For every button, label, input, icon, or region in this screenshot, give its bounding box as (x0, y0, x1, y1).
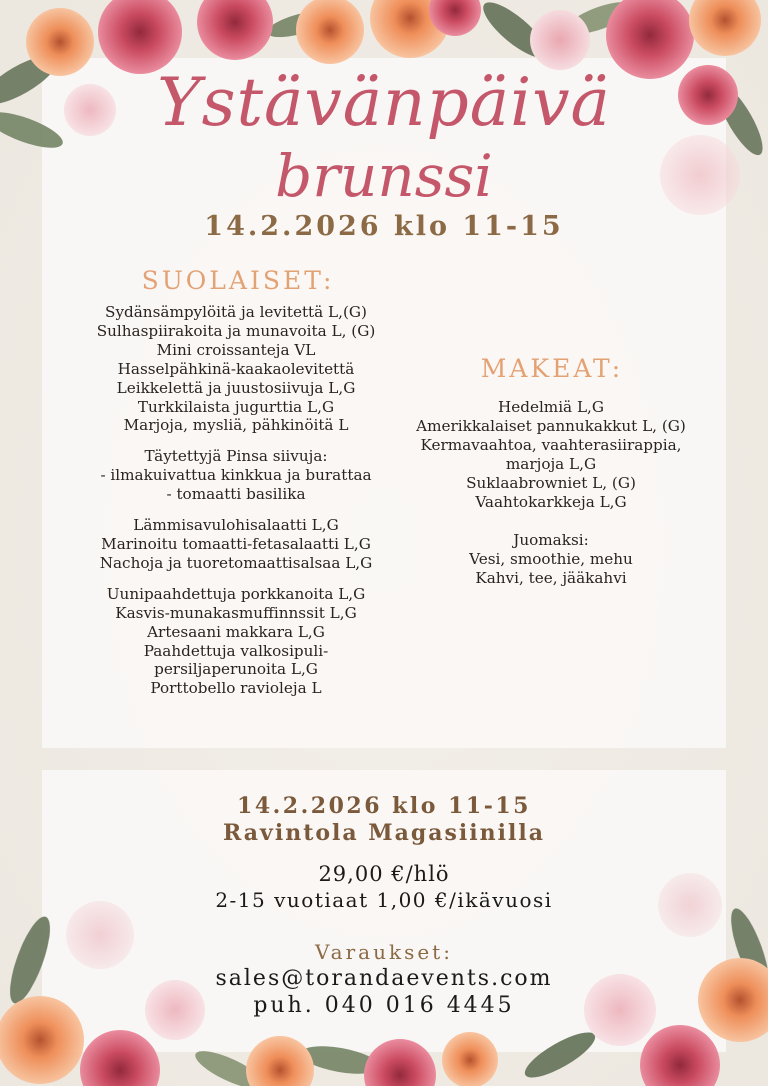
menu-item: Leikkelettä ja juustosiivuja L,G (116, 378, 356, 397)
menu-item: - ilmakuivattua kinkkua ja burattaa (100, 466, 372, 485)
menu-item: Turkkilaista jugurttia L,G (137, 397, 335, 416)
menu-item: Artesaani makkara L,G (147, 622, 325, 641)
menu-item: Sydänsämpylöitä ja levitettä L,(G) (105, 303, 367, 321)
menu-item: Vesi, smoothie, mehu (469, 550, 633, 569)
reservations-heading: Varaukset: (315, 940, 453, 964)
menu-item: Nachoja ja tuoretomaattisalsaa L,G (99, 553, 373, 572)
savory-heading: SUOLAISET: (141, 266, 335, 295)
menu-item: Suklaabrowniet L, (G) (466, 473, 636, 492)
menu-item: marjoja L,G (505, 454, 597, 473)
drinks-heading: Juomaksi: (513, 531, 589, 550)
menu-item: Amerikkalaiset pannukakkut L, (G) (416, 416, 686, 435)
menu-item: Hedelmiä L,G (498, 398, 604, 416)
event-date: 14.2.2026 klo 11-15 (204, 211, 564, 242)
venue: Ravintola Magasiinilla (223, 820, 545, 846)
title-line-1: Ystävänpäivä (157, 64, 611, 141)
email-address: sales@torandaevents.com (215, 966, 553, 991)
adult-price: 29,00 €/hlö (318, 862, 450, 886)
menu-item: Täytettyjä Pinsa siivuja: (144, 447, 328, 466)
menu-item: Uunipaahdettuja porkkanoita L,G (106, 584, 366, 603)
menu-item: Marinoitu tomaatti-fetasalaatti L,G (101, 534, 371, 553)
savory-group-pinsa (50, 447, 422, 504)
child-price: 2-15 vuotiaat 1,00 €/ikävuosi (215, 888, 553, 912)
menu-item: Hasselpähkinä-kaakaolevitettä (117, 359, 355, 378)
phone-number: puh. 040 016 4445 (253, 993, 515, 1018)
menu-item: Paahdettuja valkosipuli- (143, 641, 329, 660)
title-line-2: brunssi (275, 142, 493, 210)
savory-group-breakfast (50, 303, 422, 435)
savory-group-salads (50, 516, 422, 573)
savory-group-warm (50, 585, 422, 698)
menu-item: Marjoja, mysliä, pähkinöitä L (123, 416, 349, 435)
menu-item: - tomaatti basilika (166, 485, 306, 504)
sweet-menu (380, 398, 722, 588)
menu-item: Porttobello ravioleja L (150, 679, 322, 698)
footer-date: 14.2.2026 klo 11-15 (237, 793, 531, 819)
drinks (380, 531, 722, 588)
menu-item: persiljaperunoita L,G (154, 660, 318, 679)
menu-item: Sulhaspiirakoita ja munavoita L, (G) (96, 321, 376, 340)
menu-item: Vaahtokarkkeja L,G (475, 492, 627, 511)
menu-item: Kasvis-munakasmuffinnssit L,G (115, 603, 357, 622)
menu-item: Kahvi, tee, jääkahvi (475, 569, 627, 588)
sweet-items (380, 398, 722, 511)
savory-menu (50, 303, 422, 698)
sweet-heading: MAKEAT: (480, 354, 624, 383)
menu-item: Mini croissanteja VL (156, 340, 316, 359)
menu-item: Kermavaahtoa, vaahterasiirappia, (420, 435, 682, 454)
menu-item: Lämmisavulohisalaatti L,G (133, 516, 339, 535)
